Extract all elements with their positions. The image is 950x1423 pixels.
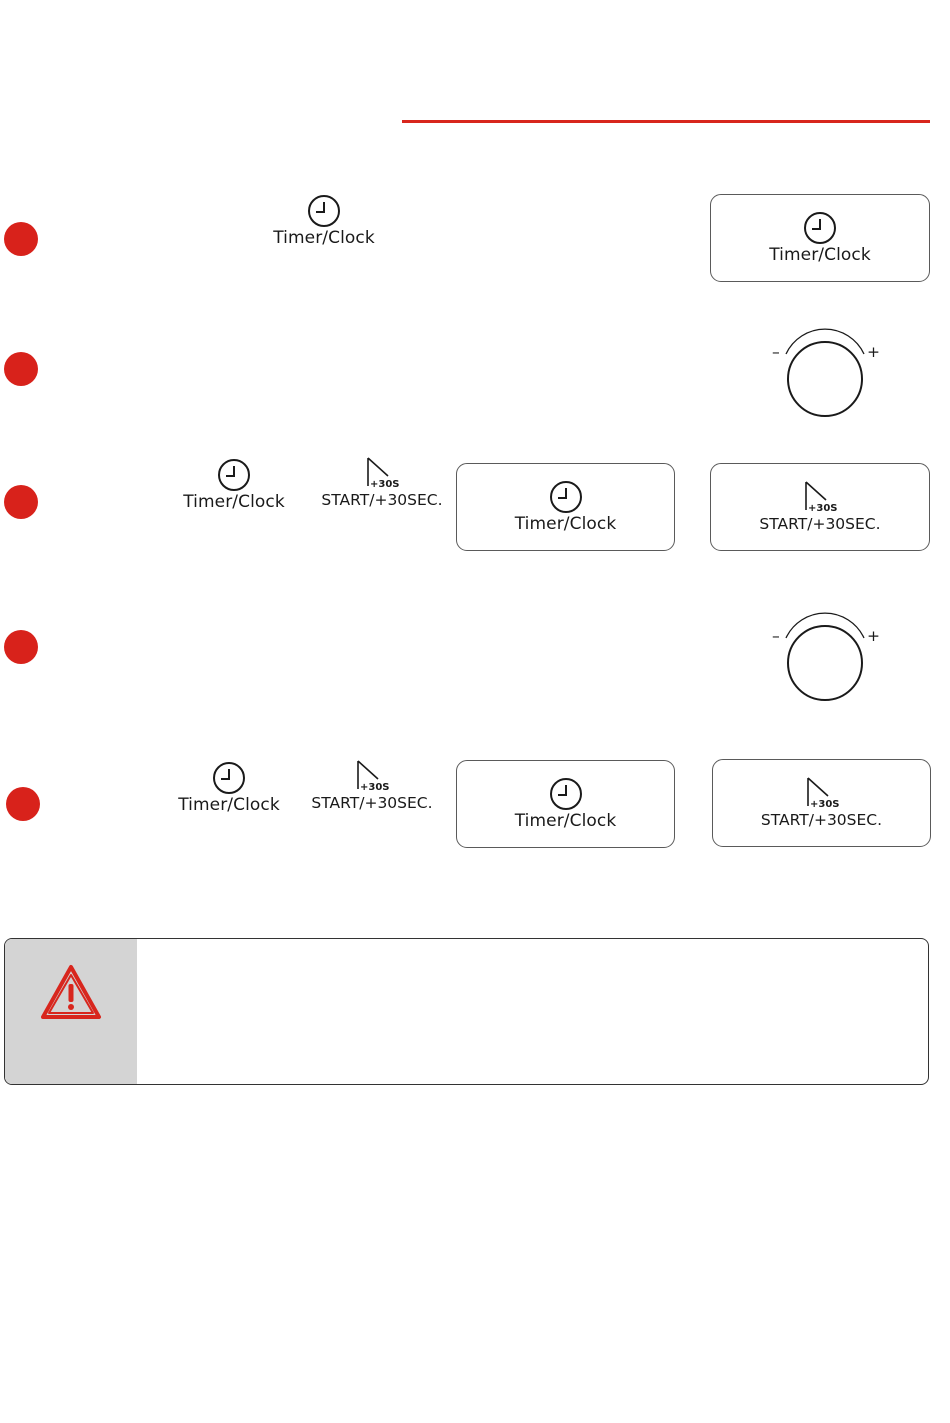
warning-triangle-icon	[39, 963, 103, 1021]
timer-clock-label: Timer/Clock	[514, 811, 617, 831]
warning-sidebar	[5, 939, 137, 1084]
timer-clock-label: Timer/Clock	[514, 514, 617, 534]
plus-30s-badge: +30S	[360, 782, 390, 793]
timer-clock-label: Timer/Clock	[183, 492, 285, 512]
step-3-inline-start	[318, 456, 446, 510]
step-3-marker	[4, 485, 38, 519]
step-1-panel-timer-button[interactable]	[710, 194, 930, 282]
plus-30s-badge: +30S	[370, 479, 400, 490]
step-5-inline-timer	[173, 761, 285, 815]
step-3-panel-start-button[interactable]	[710, 463, 930, 551]
start-play-icon	[362, 456, 402, 490]
dial-plus-label: +	[867, 627, 880, 645]
start-30sec-label: START/+30SEC.	[311, 794, 433, 812]
dial-knob-icon	[770, 610, 880, 710]
clock-icon	[217, 458, 251, 492]
timer-clock-label: Timer/Clock	[178, 795, 280, 815]
clock-icon	[549, 777, 583, 811]
step-2-dial-knob[interactable]	[770, 326, 880, 426]
clock-icon	[212, 761, 246, 795]
step-5-panel-start-button[interactable]	[712, 759, 931, 847]
start-play-icon	[802, 776, 842, 810]
step-4-dial-knob[interactable]	[770, 610, 880, 710]
start-30sec-label: START/+30SEC.	[321, 491, 443, 509]
dial-minus-label: –	[772, 627, 780, 645]
clock-icon	[549, 480, 583, 514]
step-4-marker	[4, 630, 38, 664]
step-5-panel-timer-button[interactable]	[456, 760, 675, 848]
clock-icon	[803, 211, 837, 245]
step-5-inline-start	[308, 759, 436, 813]
header-rule	[402, 120, 930, 123]
step-2-marker	[4, 352, 38, 386]
plus-30s-badge: +30S	[808, 503, 838, 514]
start-30sec-label: START/+30SEC.	[760, 811, 883, 829]
dial-minus-label: –	[772, 343, 780, 361]
timer-clock-label: Timer/Clock	[769, 245, 871, 265]
dial-plus-label: +	[867, 343, 880, 361]
step-3-inline-timer	[178, 458, 290, 512]
step-5-marker	[6, 787, 40, 821]
step-1-marker	[4, 222, 38, 256]
timer-clock-label: Timer/Clock	[273, 228, 375, 248]
start-play-icon	[352, 759, 392, 793]
dial-knob-icon	[770, 326, 880, 426]
start-play-icon	[800, 480, 840, 514]
clock-icon	[307, 194, 341, 228]
start-30sec-label: START/+30SEC.	[759, 515, 881, 533]
step-3-panel-timer-button[interactable]	[456, 463, 675, 551]
step-1-inline-timer	[268, 194, 380, 248]
plus-30s-badge: +30S	[809, 799, 839, 810]
warning-box	[4, 938, 929, 1085]
